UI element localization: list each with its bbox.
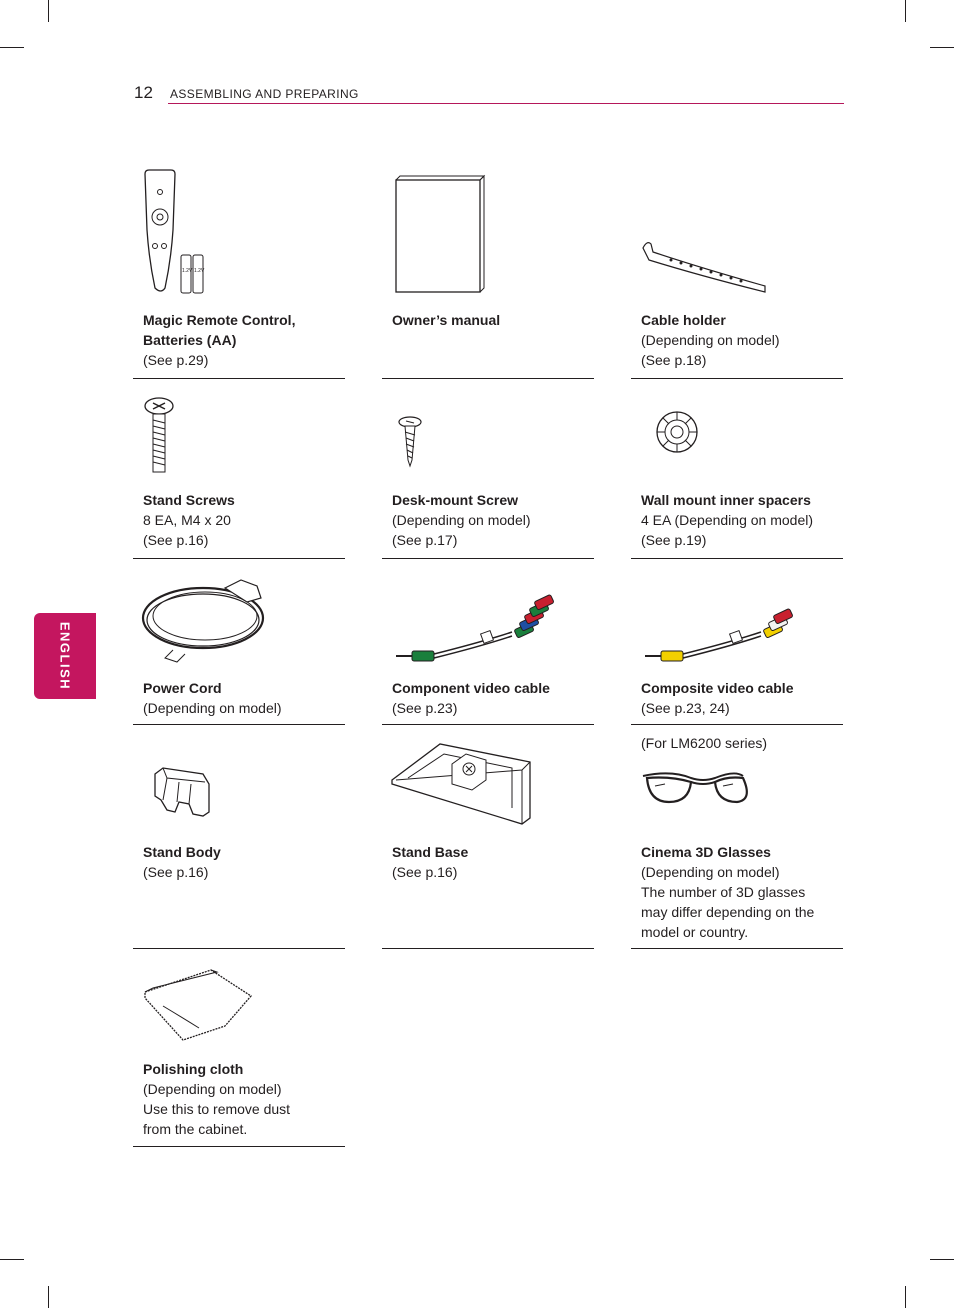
manual-book-icon — [382, 160, 594, 310]
item-detail: (See p.18) — [641, 352, 707, 368]
power-cord-icon — [133, 558, 345, 678]
item-detail: (See p.23, 24) — [641, 700, 730, 716]
battery-label: 1.2V — [194, 268, 205, 274]
crop-mark — [930, 1259, 954, 1260]
crop-mark — [48, 1286, 49, 1308]
item-power-cord — [133, 558, 345, 725]
item-detail: (Depending on model) — [143, 1081, 282, 1097]
item-detail: model or country. — [641, 924, 749, 940]
item-detail: (See p.16) — [392, 864, 458, 880]
item-detail: 8 EA, M4 x 20 — [143, 512, 231, 528]
item-detail: (See p.16) — [143, 532, 209, 548]
item-composite-cable — [631, 558, 843, 725]
item-detail: (See p.29) — [143, 352, 209, 368]
item-title: Desk-mount Screw — [392, 492, 519, 508]
item-detail: (See p.19) — [641, 532, 707, 548]
item-owners-manual — [382, 160, 594, 379]
section-title: ASSEMBLING AND PREPARING — [170, 87, 359, 101]
item-detail: (Depending on model) — [392, 512, 531, 528]
item-title: Polishing cloth — [143, 1061, 244, 1077]
item-title: Component video cable — [392, 680, 550, 696]
page-number: 12 — [134, 83, 153, 102]
3d-glasses-icon — [631, 724, 843, 844]
item-title: Cable holder — [641, 312, 726, 328]
item-title: Stand Screws — [143, 492, 235, 508]
item-stand-screws — [133, 378, 345, 559]
item-detail: may differ depending on the — [641, 904, 815, 920]
item-cinema-3d-glasses — [631, 724, 843, 949]
cable-holder-icon — [631, 160, 843, 310]
item-component-cable — [382, 558, 594, 725]
item-title: Power Cord — [143, 680, 222, 696]
model-note: (For LM6200 series) — [641, 735, 768, 751]
item-detail: The number of 3D glasses — [641, 884, 806, 900]
item-detail: (Depending on model) — [143, 700, 282, 716]
header-rule — [168, 103, 844, 104]
battery-label: 1.2V — [182, 268, 193, 274]
component-cable-icon — [382, 558, 594, 678]
item-title: Composite video cable — [641, 680, 794, 696]
item-title: Stand Body — [143, 844, 221, 860]
polishing-cloth-icon — [133, 948, 345, 1068]
desk-mount-screw-icon — [382, 378, 594, 488]
item-stand-body — [133, 724, 345, 949]
item-title: Cinema 3D Glasses — [641, 844, 771, 860]
item-detail: Use this to remove dust — [143, 1101, 291, 1117]
item-detail: (See p.17) — [392, 532, 458, 548]
stand-screw-icon — [133, 378, 345, 488]
item-polishing-cloth — [133, 948, 345, 1147]
item-detail: (See p.16) — [143, 864, 209, 880]
item-magic-remote — [133, 160, 345, 379]
item-detail: (Depending on model) — [641, 332, 780, 348]
item-detail: from the cabinet. — [143, 1121, 248, 1137]
item-stand-base — [382, 724, 594, 949]
item-title: Owner’s manual — [392, 312, 501, 328]
crop-mark — [0, 1259, 24, 1260]
item-title: Magic Remote Control, Batteries (AA) — [143, 312, 296, 348]
item-wall-mount-spacers — [631, 378, 843, 559]
crop-mark — [905, 0, 906, 22]
stand-body-icon — [133, 724, 345, 844]
item-cable-holder — [631, 160, 843, 379]
item-title: Stand Base — [392, 844, 469, 860]
item-desk-mount-screw — [382, 378, 594, 559]
language-tab-label: ENGLISH — [57, 621, 73, 691]
spacer-icon — [631, 378, 843, 488]
composite-cable-icon — [631, 558, 843, 678]
remote-control-icon — [133, 160, 345, 310]
item-detail: (Depending on model) — [641, 864, 780, 880]
stand-base-icon — [382, 724, 594, 844]
item-title: Wall mount inner spacers — [641, 492, 811, 508]
crop-mark — [0, 47, 24, 48]
crop-mark — [48, 0, 49, 22]
item-detail: 4 EA (Depending on model) — [641, 512, 813, 528]
crop-mark — [930, 47, 954, 48]
crop-mark — [905, 1286, 906, 1308]
item-detail: (See p.23) — [392, 700, 458, 716]
